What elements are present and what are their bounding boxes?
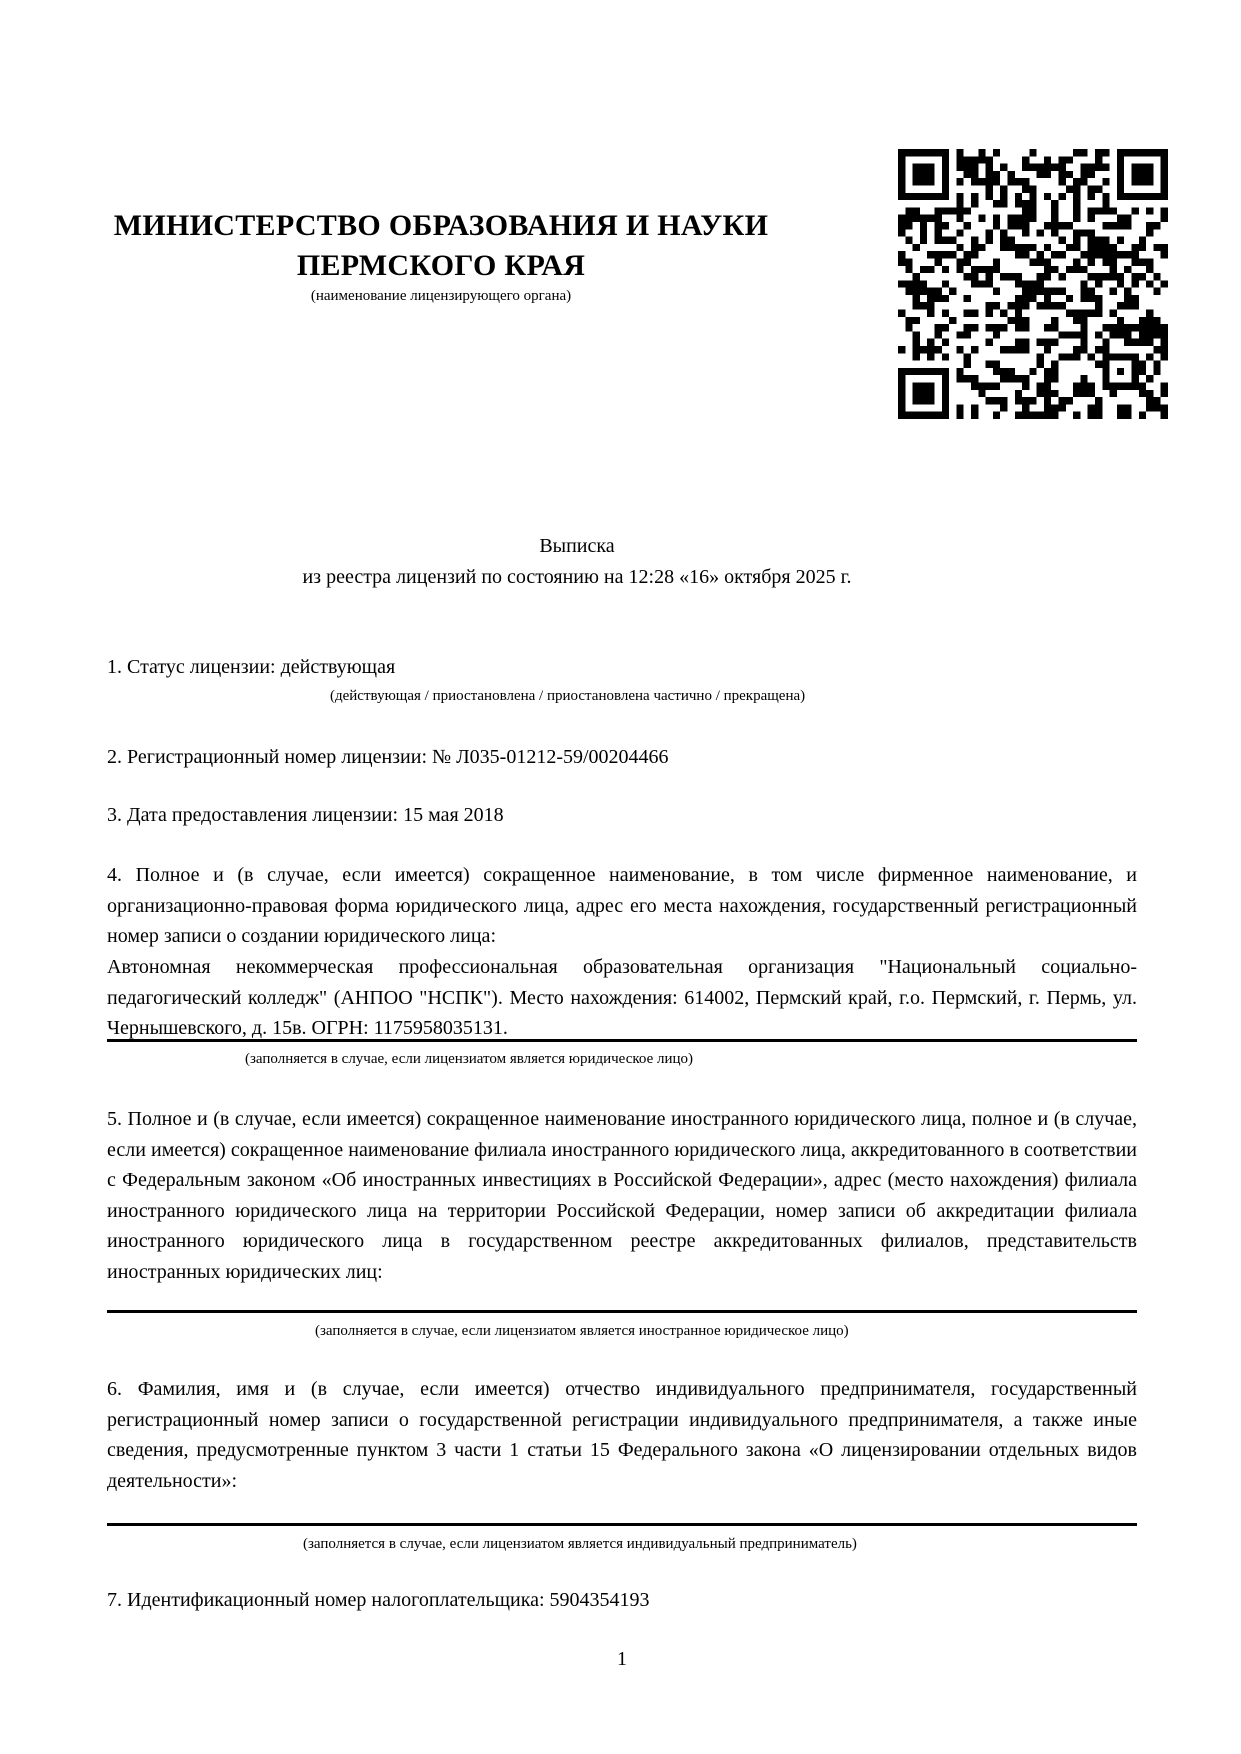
item-2-registration-number: 2. Регистрационный номер лицензии: № Л035-01212-59/00204466 [107,746,669,768]
fill-in-rule-foreign-entity [107,1310,1137,1313]
ministry-name-caption: (наименование лицензирующего органа) [310,288,572,304]
item-6-caption: (заполняется в случае, если лицензиатом является индивидуальный предприниматель) [303,1536,857,1552]
page-number: 1 [617,1648,627,1670]
document-title [107,531,1047,593]
qr-code-icon [898,149,1168,419]
item-5-foreign-entity-heading: 5. Полное и (в случае, если имеется) сокращенное наименование иностранного юридического лица, полное и (в случае, если имеется) сокращенное наименование филиала иностранного юридического лица, аккредитованного в соответствии с Федеральным законом «Об иностранных инвестициях в Российской Федерации», адрес (место нахождения) филиала иностранного юридического лица на территории Российской Федерации, номер записи об аккредитации филиала иностранного юридического лица в государственном реестре аккредитованных филиалов, представительств иностранных юридических лиц: [107,1108,1137,1283]
fill-in-rule-legal-entity [107,1039,1137,1042]
item-6-entrepreneur-heading: 6. Фамилия, имя и (в случае, если имеется) отчество индивидуального предпринимателя, государственный регистрационный номер записи о государственной регистрации индивидуального предпринимателя, а также иные сведения, предусмотренные пунктом 3 части 1 статьи 15 Федерального закона «О лицензировании отдельных видов деятельности»: [107,1378,1137,1492]
fill-in-rule-entrepreneur [107,1523,1137,1526]
document-title-line1: Выписка [539,535,615,557]
ministry-name [105,206,777,286]
item-7-taxpayer-id: 7. Идентификационный номер налогоплательщика: 5904354193 [107,1589,650,1611]
item-5-caption: (заполняется в случае, если лицензиатом является иностранное юридическое лицо) [315,1323,849,1339]
item-4-legal-entity-heading: 4. Полное и (в случае, если имеется) сокращенное наименование, в том числе фирменное наименование, и организационно-правовая форма юридического лица, адрес его места нахождения, государственный регистрационный номер записи о создании юридического лица: [107,864,1137,947]
item-1-license-status: 1. Статус лицензии: действующая [107,656,396,678]
item-4-legal-entity-value: Автономная некоммерческая профессиональная образовательная организация "Национальный социально-педагогический колледж" (АНПОО "НСПК"). Место нахождения: 614002, Пермский край, г.о. Пермский, г. Пермь, ул. Чернышевского, д. 15в. ОГРН: 1175958035131. [107,956,1137,1039]
ministry-name-line1: МИНИСТЕРСТВО ОБРАЗОВАНИЯ И НАУКИ [113,209,769,242]
item-4-caption: (заполняется в случае, если лицензиатом является юридическое лицо) [245,1051,694,1067]
document-title-line2: из реестра лицензий по состоянию на 12:28 «16» октября 2025 г. [302,566,852,588]
item-1-caption: (действующая / приостановлена / приостановлена частично / прекращена) [330,688,806,704]
item-3-grant-date: 3. Дата предоставления лицензии: 15 мая 2018 [107,804,504,826]
ministry-name-line2: ПЕРМСКОГО КРАЯ [296,249,586,282]
